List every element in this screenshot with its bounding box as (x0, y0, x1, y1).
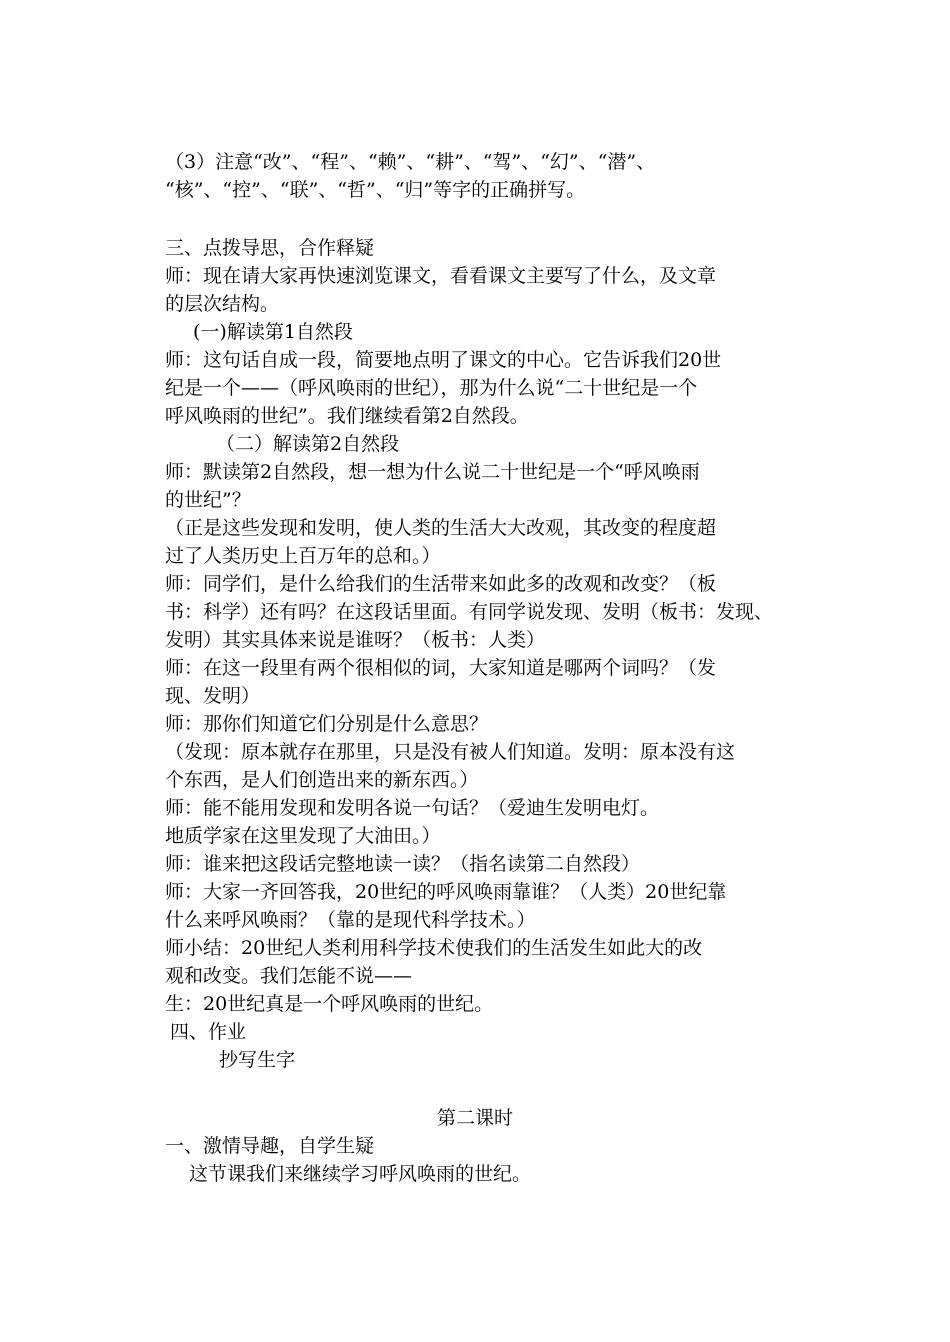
lesson-title: 第二课时 (436, 1107, 513, 1129)
text-line: 师：那你们知道它们分别是什么意思？ (165, 713, 489, 735)
section-heading: 一、激情导趣，自学生疑 (165, 1135, 375, 1157)
text-line: 书：科学）还有吗？在这段话里面。有同学说发现、发明（板书：发现、 (165, 601, 774, 623)
text-line: 师：同学们，是什么给我们的生活带来如此多的改观和改变？（板 (165, 573, 717, 595)
text-line: 这节课我们来继续学习呼风唤雨的世纪。 (189, 1163, 532, 1185)
subsection-heading: （二）解读第2自然段 (216, 433, 400, 455)
text-line: （3）注意“改”、“程”、“赖”、“耕”、“驾”、“幻”、“潜”、 (165, 151, 656, 173)
text-line: “核”、“控”、“联”、“哲”、“归”等字的正确拼写。 (165, 179, 586, 201)
text-line: 师：在这一段里有两个很相似的词，大家知道是哪两个词吗？（发 (165, 657, 717, 679)
text-line: 纪是一个——（呼风唤雨的世纪），那为什么说“二十世纪是一个 (165, 377, 698, 399)
section-heading: 四、作业 (170, 1021, 247, 1043)
text-line: 师：大家一齐回答我，20世纪的呼风唤雨靠谁？（人类）20世纪靠 (165, 881, 727, 903)
subsection-heading: (一)解读第1自然段 (193, 321, 353, 343)
text-line: 发明）其实具体来说是谁呀？（板书：人类） (165, 629, 546, 651)
text-line: 呼风唤雨的世纪”。我们继续看第2自然段。 (165, 405, 529, 427)
text-line: （正是这些发现和发明，使人类的生活大大改观，其改变的程度超 (165, 517, 717, 539)
text-line: 观和改变。我们怎能不说—— (165, 965, 413, 987)
text-line: 师：现在请大家再快速浏览课文，看看课文主要写了什么，及文章 (165, 265, 717, 287)
text-line: 师：这句话自成一段，简要地点明了课文的中心。它告诉我们20世 (165, 349, 722, 371)
text-line: 的世纪”？ (165, 489, 251, 511)
text-line: 个东西，是人们创造出来的新东西。） (165, 769, 479, 791)
text-line: 过了人类历史上百万年的总和。） (165, 545, 441, 567)
text-line: 抄写生字 (219, 1049, 296, 1071)
text-line: 师小结：20世纪人类利用科学技术使我们的生活发生如此大的改 (165, 937, 703, 959)
text-line: 师：谁来把这段话完整地读一读？（指名读第二自然段） (165, 853, 641, 875)
text-line: 生：20世纪真是一个呼风唤雨的世纪。 (165, 993, 494, 1015)
text-line: （发现：原本就存在那里，只是没有被人们知道。发明：原本没有这 (165, 741, 736, 763)
section-heading: 三、点拨导思，合作释疑 (165, 237, 375, 259)
text-line: 师：默读第2自然段，想一想为什么说二十世纪是一个“呼风唤雨 (165, 461, 700, 483)
text-line: 现、发明） (165, 685, 261, 707)
text-line: 什么来呼风唤雨？（靠的是现代科学技术。） (165, 909, 536, 931)
text-line: 地质学家在这里发现了大油田。） (165, 825, 441, 847)
text-line: 师：能不能用发现和发明各说一句话？（爱迪生发明电灯。 (165, 797, 660, 819)
text-line: 的层次结构。 (165, 293, 280, 315)
